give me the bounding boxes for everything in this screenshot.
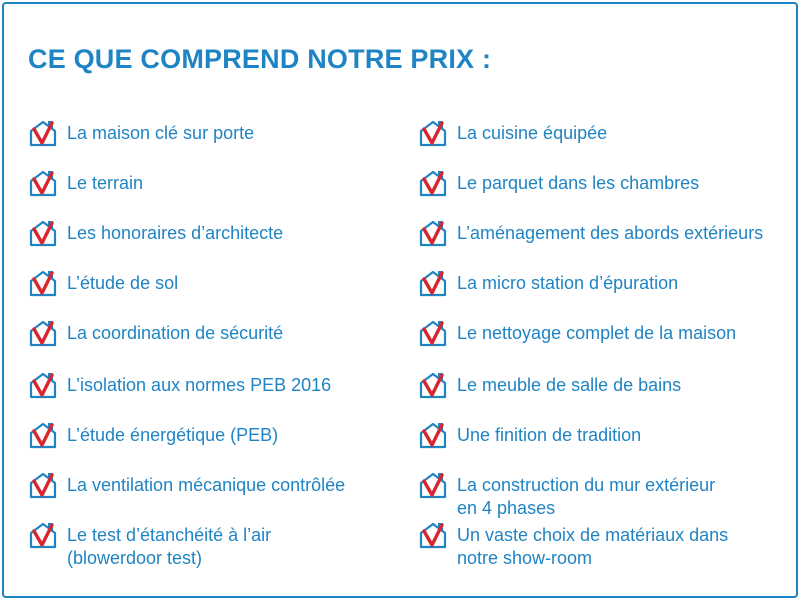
item-label-line: L’étude énergétique (PEB) [67, 425, 279, 445]
house-check-icon [28, 268, 58, 298]
house-check-icon [418, 370, 448, 400]
house-check-icon [418, 318, 448, 348]
item-text [457, 524, 728, 570]
house-check-icon [28, 218, 58, 248]
list-item [418, 424, 641, 450]
list-item [28, 374, 331, 400]
list-item [418, 222, 763, 248]
list-item [28, 122, 254, 148]
item-label-line: notre show-room [457, 548, 593, 568]
list-item [418, 374, 681, 400]
house-check-icon [28, 318, 58, 348]
list-item [28, 524, 271, 570]
list-item [28, 272, 178, 298]
item-label-line: en 4 phases [457, 498, 556, 518]
list-item [28, 222, 283, 248]
item-label-line: L’étude de sol [67, 273, 179, 293]
item-label-line: Le test d’étanchéité à l’air [67, 525, 272, 545]
item-text [67, 222, 283, 245]
item-label-line: La ventilation mécanique contrôlée [67, 475, 346, 495]
item-text [457, 172, 699, 195]
item-text [67, 272, 178, 295]
item-text [457, 122, 607, 145]
item-text [67, 322, 283, 345]
price-card [2, 2, 798, 598]
item-text [67, 122, 254, 145]
house-check-icon [418, 268, 448, 298]
item-label-line: Le nettoyage complet de la maison [457, 323, 737, 343]
item-label-line: La coordination de sécurité [67, 323, 284, 343]
item-text [457, 374, 681, 397]
list-item [28, 172, 143, 198]
list-item [418, 474, 715, 520]
item-label-line: Le parquet dans les chambres [457, 173, 700, 193]
item-label-line: L’aménagement des abords extérieurs [457, 223, 764, 243]
item-text [457, 322, 736, 345]
house-check-icon [28, 118, 58, 148]
item-label-line: La micro station d’épuration [457, 273, 679, 293]
item-text [67, 424, 278, 447]
item-label-line: (blowerdoor test) [67, 548, 203, 568]
item-text [457, 424, 641, 447]
house-check-icon [418, 420, 448, 450]
item-label-line: Une finition de tradition [457, 425, 642, 445]
item-label-line: Un vaste choix de matériaux dans [457, 525, 729, 545]
list-item [28, 474, 345, 500]
house-check-icon [418, 218, 448, 248]
item-text [67, 374, 331, 397]
list-item [418, 524, 728, 570]
list-item [418, 272, 678, 298]
item-label-line: La cuisine équipée [457, 123, 608, 143]
item-text [457, 474, 715, 520]
item-label-line: Le terrain [67, 173, 144, 193]
list-item [418, 122, 607, 148]
item-label-line: La construction du mur extérieur [457, 475, 716, 495]
item-text [457, 272, 678, 295]
house-check-icon [28, 420, 58, 450]
house-check-icon [28, 520, 58, 550]
house-check-icon [28, 168, 58, 198]
house-check-icon [418, 470, 448, 500]
list-item [418, 172, 699, 198]
item-text [67, 524, 271, 570]
page-title: CE QUE COMPREND NOTRE PRIX : [28, 44, 492, 74]
item-label-line: Le meuble de salle de bains [457, 375, 682, 395]
item-text [67, 172, 143, 195]
house-check-icon [418, 520, 448, 550]
house-check-icon [28, 470, 58, 500]
item-text [67, 474, 345, 497]
item-label-line: La maison clé sur porte [67, 123, 255, 143]
house-check-icon [418, 168, 448, 198]
list-item [28, 322, 283, 348]
item-label-line: L’isolation aux normes PEB 2016 [67, 375, 332, 395]
item-label-line: Les honoraires d’architecte [67, 223, 284, 243]
list-item [418, 322, 736, 348]
house-check-icon [28, 370, 58, 400]
item-text [457, 222, 763, 245]
list-item [28, 424, 278, 450]
house-check-icon [418, 118, 448, 148]
